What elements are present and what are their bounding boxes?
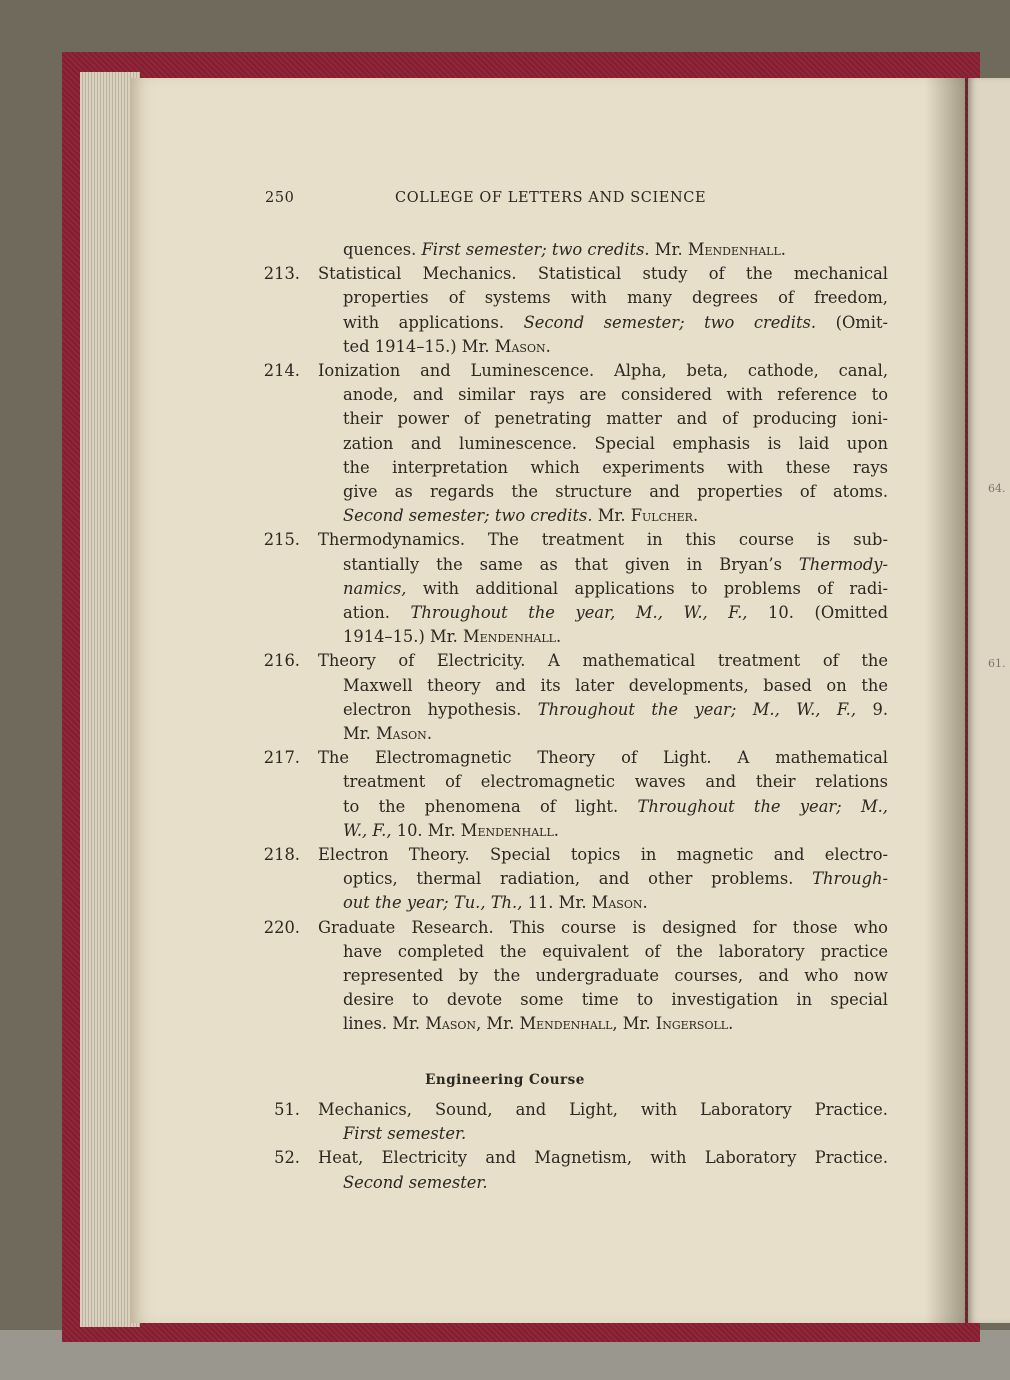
- text-run: .: [780, 240, 786, 259]
- text-run: Thermodynamics. The treatment in this course is sub-: [318, 530, 888, 550]
- schedule-text: namics,: [343, 578, 407, 598]
- running-title: COLLEGE OF LETTERS AND SCIENCE: [395, 190, 707, 206]
- facing-page-fragment: 64.: [988, 482, 1006, 495]
- text-line: [343, 555, 888, 574]
- text-run: ted 1914–15.) Mr.: [343, 336, 495, 356]
- text-run: 11. Mr.: [522, 893, 592, 913]
- text-run: .: [426, 724, 432, 743]
- text-run: have completed the equivalent of the laboratory practice: [343, 941, 888, 961]
- schedule-text: Second semester.: [343, 1172, 488, 1192]
- course-number: 52.: [274, 1148, 300, 1168]
- text-line: [343, 1124, 888, 1143]
- schedule-text: First semester.: [343, 1124, 467, 1144]
- text-run: .: [545, 336, 551, 356]
- text-run: Mr.: [649, 240, 688, 259]
- text-run: Heat, Electricity and Magnetism, with Laboratory Practice.: [318, 1148, 888, 1168]
- text-run: Maxwell theory and its later developments, based on the: [343, 675, 888, 695]
- text-line: [343, 772, 888, 791]
- schedule-text: Throughout the year; M., W., F.,: [537, 699, 857, 719]
- text-run: .: [692, 506, 699, 526]
- text-run: , Mr.: [476, 1014, 520, 1034]
- text-line: [343, 579, 888, 598]
- text-run: with additional applications to problems of radi-: [406, 578, 888, 598]
- course-number: 213.: [263, 264, 300, 284]
- text-run: optics, thermal radiation, and other problems.: [343, 869, 813, 889]
- text-line: [343, 676, 888, 695]
- text-run: 1914–15.) Mr.: [343, 627, 464, 647]
- text-run: 10. Mr.: [391, 820, 461, 840]
- text-run: treatment of electromagnetic waves and their relations: [343, 772, 888, 792]
- course-number: 216.: [263, 651, 300, 671]
- text-line: [343, 288, 888, 307]
- instructor-name: Mendenhall: [687, 240, 781, 259]
- instructor-name: Mendenhall: [460, 820, 554, 840]
- text-run: 9.: [856, 699, 888, 719]
- instructor-name: Mason: [376, 724, 427, 743]
- text-run: stantially the same as that given in Bryan’s: [343, 554, 799, 574]
- text-run: properties of systems with many degrees of freedom,: [343, 288, 888, 308]
- text-line: [343, 506, 888, 525]
- facing-page-fragment: 61.: [988, 657, 1006, 670]
- text-run: give as regards the structure and properties of atoms.: [343, 482, 888, 501]
- text-run: anode, and similar rays are considered with reference to: [343, 385, 888, 405]
- text-line: [343, 1014, 888, 1033]
- text-run: .: [555, 627, 562, 647]
- instructor-name: Mendenhall: [463, 627, 556, 647]
- text-line: [343, 434, 888, 453]
- text-run: Ionization and Luminescence. Alpha, beta, cathode, canal,: [318, 361, 888, 380]
- course-number: 51.: [274, 1100, 300, 1119]
- schedule-text: Second semester; two credits.: [343, 506, 593, 526]
- course-number: 217.: [263, 748, 300, 768]
- schedule-text: Thermody-: [798, 554, 888, 574]
- text-run: Graduate Research. This course is designed for those who: [318, 917, 888, 937]
- running-header: [265, 190, 765, 214]
- instructor-name: Mason: [425, 1014, 477, 1034]
- text-run: Statistical Mechanics. Statistical study of the mechanical: [318, 264, 888, 284]
- text-run: .: [642, 893, 648, 913]
- text-line: [343, 627, 888, 646]
- text-line: [343, 990, 888, 1009]
- text-line: [318, 361, 888, 380]
- instructor-name: Mendenhall: [519, 1014, 613, 1034]
- text-run: their power of penetrating matter and of producing ioni-: [343, 409, 888, 429]
- text-run: .: [728, 1014, 734, 1034]
- text-line: [343, 409, 888, 428]
- text-line: [343, 966, 888, 985]
- schedule-text: Through-: [812, 869, 888, 889]
- text-line: [318, 264, 888, 283]
- text-line: [318, 1100, 888, 1119]
- text-run: quences.: [343, 240, 422, 259]
- text-line: [318, 1148, 888, 1167]
- text-run: Mr.: [343, 724, 377, 743]
- text-line: [343, 942, 888, 961]
- text-line: [318, 845, 888, 864]
- text-line: [343, 1173, 888, 1192]
- text-run: Theory of Electricity. A mathematical treatment of the: [318, 651, 888, 671]
- text-line: [343, 337, 888, 356]
- instructor-name: Mason: [591, 893, 643, 913]
- schedule-text: Throughout the year, M., W., F.,: [410, 603, 748, 622]
- text-run: ation.: [343, 603, 411, 622]
- schedule-text: Second semester; two credits.: [523, 312, 817, 332]
- text-line: [318, 748, 888, 767]
- text-line: [343, 869, 888, 888]
- instructor-name: Fulcher: [630, 506, 693, 526]
- text-run: 10. (Omitted: [747, 603, 888, 622]
- course-number: 215.: [263, 530, 300, 550]
- text-run: to the phenomena of light.: [343, 796, 638, 816]
- text-run: the interpretation which experiments with these rays: [343, 457, 888, 477]
- text-run: Mechanics, Sound, and Light, with Laboratory Practice.: [318, 1100, 888, 1119]
- text-run: represented by the undergraduate courses, and who now: [343, 966, 888, 985]
- text-run: electron hypothesis.: [343, 699, 538, 719]
- schedule-text: First semester; two credits.: [421, 240, 650, 259]
- text-line: [318, 918, 888, 937]
- schedule-text: W., F.,: [343, 820, 392, 840]
- text-line: [343, 603, 888, 622]
- text-run: The Electromagnetic Theory of Light. A mathematical: [318, 748, 888, 768]
- text-run: zation and luminescence. Special emphasis is laid upon: [343, 433, 888, 453]
- text-run: .: [553, 820, 559, 840]
- course-number: 218.: [263, 845, 300, 864]
- text-run: desire to devote some time to investigation in special: [343, 990, 888, 1010]
- text-line: [343, 240, 888, 259]
- text-run: (Omit-: [816, 312, 888, 332]
- text-line: [343, 724, 888, 743]
- text-run: Electron Theory. Special topics in magnetic and electro-: [318, 845, 888, 864]
- text-run: with applications.: [343, 312, 524, 332]
- instructor-name: Mason: [494, 336, 546, 356]
- text-line: [343, 458, 888, 477]
- text-run: Mr.: [592, 506, 631, 526]
- text-line: [343, 385, 888, 404]
- text-line: [343, 482, 888, 501]
- text-line: [343, 797, 888, 816]
- text-line: [343, 821, 888, 840]
- page-number: 250: [265, 190, 295, 206]
- text-line: [318, 651, 888, 670]
- course-number: 220.: [263, 917, 300, 937]
- text-line: [343, 893, 888, 912]
- text-run: , Mr.: [612, 1014, 656, 1034]
- schedule-text: out the year; Tu., Th.,: [343, 893, 523, 913]
- text-line: [343, 700, 888, 719]
- section-heading: Engineering Course: [425, 1072, 585, 1088]
- text-line: [343, 313, 888, 332]
- schedule-text: Throughout the year; M.,: [637, 796, 888, 816]
- instructor-name: Ingersoll: [655, 1014, 729, 1034]
- text-run: lines. Mr.: [343, 1014, 426, 1034]
- course-number: 214.: [263, 361, 300, 380]
- text-line: [318, 530, 888, 549]
